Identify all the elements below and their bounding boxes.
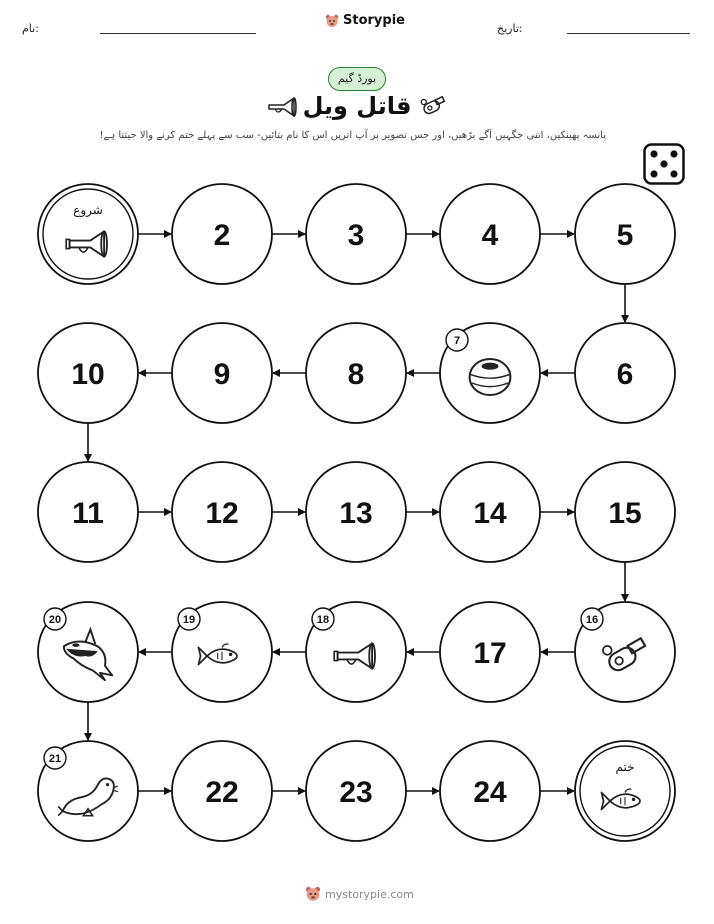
board-cell-11[interactable]: [38, 462, 138, 562]
board-cell-6[interactable]: [575, 323, 675, 423]
footer-site[interactable]: mystorypie.com: [325, 887, 414, 901]
finish-label: ختم: [615, 760, 635, 774]
board-cell-23[interactable]: [306, 741, 406, 841]
board-cell-3[interactable]: [306, 184, 406, 284]
board-cell-5[interactable]: [575, 184, 675, 284]
board-cell-18[interactable]: [306, 602, 406, 702]
cell-number: 21: [48, 753, 62, 765]
board-cell-24[interactable]: [440, 741, 540, 841]
cell-number: 19: [182, 614, 196, 626]
board-cell-19[interactable]: [172, 602, 272, 702]
cell-number: 10: [71, 358, 105, 391]
board-cell-9[interactable]: [172, 323, 272, 423]
board-cell-17[interactable]: [440, 602, 540, 702]
cell-circle: [575, 741, 675, 841]
footer: [305, 886, 414, 902]
cell-number: 6: [616, 358, 634, 391]
cell-number: 9: [213, 358, 231, 391]
cell-number: 16: [585, 614, 599, 626]
cell-number: 24: [473, 776, 507, 809]
start-label: شروع: [73, 203, 103, 217]
cell-number: 14: [473, 497, 507, 530]
board-cell-20[interactable]: [38, 602, 138, 702]
board-game-badge: بورڈ گیم: [328, 67, 386, 91]
cell-circle: [38, 184, 138, 284]
board-cell-22[interactable]: [172, 741, 272, 841]
cell-number: 17: [473, 637, 507, 670]
brand-name: Storypie: [343, 13, 405, 28]
name-label: نام:: [22, 22, 39, 35]
cell-number: 12: [205, 497, 239, 530]
page-title: قاتل ویل: [302, 92, 412, 120]
board-cell-7[interactable]: [440, 323, 540, 423]
cell-number: 22: [205, 776, 239, 809]
cell-number: 18: [316, 614, 330, 626]
board-cell-12[interactable]: [172, 462, 272, 562]
bear-logo-icon: [305, 886, 321, 902]
board-cell-21[interactable]: [38, 741, 138, 841]
cell-number: 20: [48, 614, 62, 626]
board-cell-15[interactable]: [575, 462, 675, 562]
board-cell-14[interactable]: [440, 462, 540, 562]
board-cell-1[interactable]: [38, 184, 138, 284]
cell-number: 15: [608, 497, 642, 530]
board-cell-16[interactable]: [575, 602, 675, 702]
cell-number: 11: [72, 497, 104, 530]
board-cell-13[interactable]: [306, 462, 406, 562]
board-cell-25[interactable]: [575, 741, 675, 841]
cell-number: 8: [347, 358, 365, 391]
instructions-text: پانسہ پھینکیں، اتنی جگہیں آگے بڑھیں، اور جس تصویر پر آپ اتریں اس کا نام بتائیں- سب سے پہلے ختم کرنے والا جیتتا ہے!: [99, 130, 606, 141]
cell-number: 7: [453, 335, 461, 347]
date-label: تاریخ:: [497, 22, 523, 35]
board-cell-8[interactable]: [306, 323, 406, 423]
board-cell-4[interactable]: [440, 184, 540, 284]
cell-number: 3: [347, 219, 365, 252]
cell-number: 5: [616, 219, 634, 252]
cell-number: 13: [339, 497, 373, 530]
board-cell-2[interactable]: [172, 184, 272, 284]
cell-number: 23: [339, 776, 373, 809]
cell-number: 4: [481, 219, 499, 252]
board-cell-10[interactable]: [38, 323, 138, 423]
cell-number: 2: [213, 219, 231, 252]
